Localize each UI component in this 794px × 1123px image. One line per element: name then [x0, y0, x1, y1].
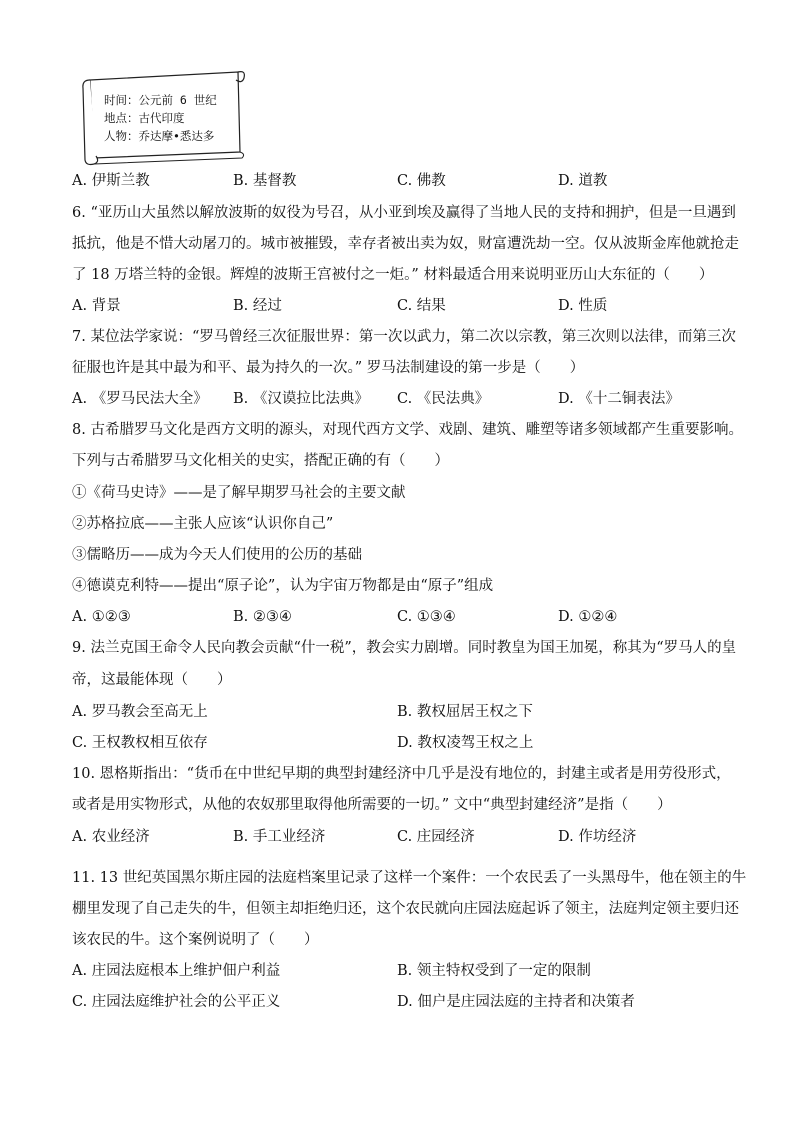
q7-option-c[interactable]: C. 《民法典》	[397, 391, 490, 407]
q11-option-b[interactable]: B. 领主特权受到了一定的限制	[397, 963, 591, 979]
q7-option-d[interactable]: D. 《十二铜表法》	[558, 391, 680, 407]
scroll-place: 地点：古代印度	[104, 111, 185, 125]
q8-option-a[interactable]: A. ①②③	[72, 609, 131, 625]
q5-option-a[interactable]: A. 伊斯兰教	[72, 173, 150, 189]
q10-line-1: 10. 恩格斯指出：“货币在中世纪早期的典型封建经济中几乎是没有地位的，封建主或者是用劳役形式，	[72, 766, 731, 782]
q11-line-2: 棚里发现了自己走失的牛，但领主却拒绝归还，这个农民就向庄园法庭起诉了领主，法庭判定领主要归还	[72, 901, 739, 917]
scroll-person: 人物：乔达摩•悉达多	[104, 129, 215, 143]
q10-option-a[interactable]: A. 农业经济	[72, 829, 150, 845]
q10-option-c[interactable]: C. 庄园经济	[397, 829, 475, 845]
q8-line-2: 下列与古希腊罗马文化相关的史实，搭配正确的有（ ）	[72, 453, 449, 469]
q6-line-3: 了 18 万塔兰特的金银。辉煌的波斯王宫被付之一炬。” 材料最适合用来说明亚历山大东征的（ ）	[72, 267, 714, 283]
q5-option-b[interactable]: B. 基督教	[233, 173, 297, 189]
q11-line-1: 11. 13 世纪英国黑尔斯庄园的法庭档案里记录了这样一个案件：一个农民丢了一头黑母牛，他在领主的牛	[72, 870, 747, 886]
q8-statement-1: ①《荷马史诗》——是了解早期罗马社会的主要文献	[72, 485, 406, 501]
q6-option-d[interactable]: D. 性质	[558, 298, 608, 314]
q8-option-c[interactable]: C. ①③④	[397, 609, 456, 625]
q8-statement-3: ③儒略历——成为今天人们使用的公历的基础	[72, 547, 362, 563]
q8-option-b[interactable]: B. ②③④	[233, 609, 292, 625]
q10-option-b[interactable]: B. 手工业经济	[233, 829, 326, 845]
q6-option-c[interactable]: C. 结果	[397, 298, 446, 314]
q9-option-b[interactable]: B. 教权屈居王权之下	[397, 704, 533, 720]
q7-line-2: 征服也许是其中最为和平、最为持久的一次。” 罗马法制建设的第一步是（ ）	[72, 360, 585, 376]
q5-option-c[interactable]: C. 佛教	[397, 173, 446, 189]
q11-line-3: 该农民的牛。这个案例说明了（ ）	[72, 932, 319, 948]
q6-line-1: 6. “亚历山大虽然以解放波斯的奴役为号召，从小亚到埃及赢得了当地人民的支持和拥护，但是一旦遇到	[72, 205, 736, 221]
q9-line-1: 9. 法兰克国王命令人民向教会贡献“什一税”，教会实力剧增。同时教皇为国王加冕，称其为“罗马人的皇	[72, 640, 737, 656]
q10-option-d[interactable]: D. 作坊经济	[558, 829, 637, 845]
q11-option-a[interactable]: A. 庄园法庭根本上维护佃户利益	[72, 963, 281, 979]
q11-option-c[interactable]: C. 庄园法庭维护社会的公平正义	[72, 994, 281, 1010]
q9-line-2: 帝，这最能体现（ ）	[72, 672, 232, 688]
q9-option-d[interactable]: D. 教权凌驾王权之上	[397, 735, 534, 751]
q6-line-2: 抵抗，他是不惜大动屠刀的。城市被摧毁，幸存者被出卖为奴，财富遭洗劫一空。仅从波斯金库他就抢走	[72, 236, 739, 252]
q11-option-d[interactable]: D. 佃户是庄园法庭的主持者和决策者	[397, 994, 635, 1010]
q7-line-1: 7. 某位法学家说：“罗马曾经三次征服世界：第一次以武力，第二次以宗教，第三次则以法律，而第三次	[72, 329, 736, 345]
q9-option-c[interactable]: C. 王权教权相互依存	[72, 735, 208, 751]
q10-line-2: 或者是用实物形式，从他的农奴那里取得他所需要的一切。” 文中“典型封建经济”是指（ ）	[72, 797, 672, 813]
q8-option-d[interactable]: D. ①②④	[558, 609, 618, 625]
q7-option-b[interactable]: B. 《汉谟拉比法典》	[233, 391, 369, 407]
q8-line-1: 8. 古希腊罗马文化是西方文明的源头，对现代西方文学、戏剧、建筑、雕塑等诸多领域都产生重要影响。	[72, 422, 743, 438]
q7-option-a[interactable]: A. 《罗马民法大全》	[72, 391, 208, 407]
q9-option-a[interactable]: A. 罗马教会至高无上	[72, 704, 208, 720]
q6-option-b[interactable]: B. 经过	[233, 298, 282, 314]
scroll-time: 时间：公元前 6 世纪	[104, 93, 217, 107]
q8-statement-2: ②苏格拉底——主张人应该“认识你自己”	[72, 516, 334, 532]
q5-option-d[interactable]: D. 道教	[558, 173, 608, 189]
q6-option-a[interactable]: A. 背景	[72, 298, 121, 314]
q8-statement-4: ④德谟克利特——提出“原子论”，认为宇宙万物都是由“原子”组成	[72, 578, 494, 594]
